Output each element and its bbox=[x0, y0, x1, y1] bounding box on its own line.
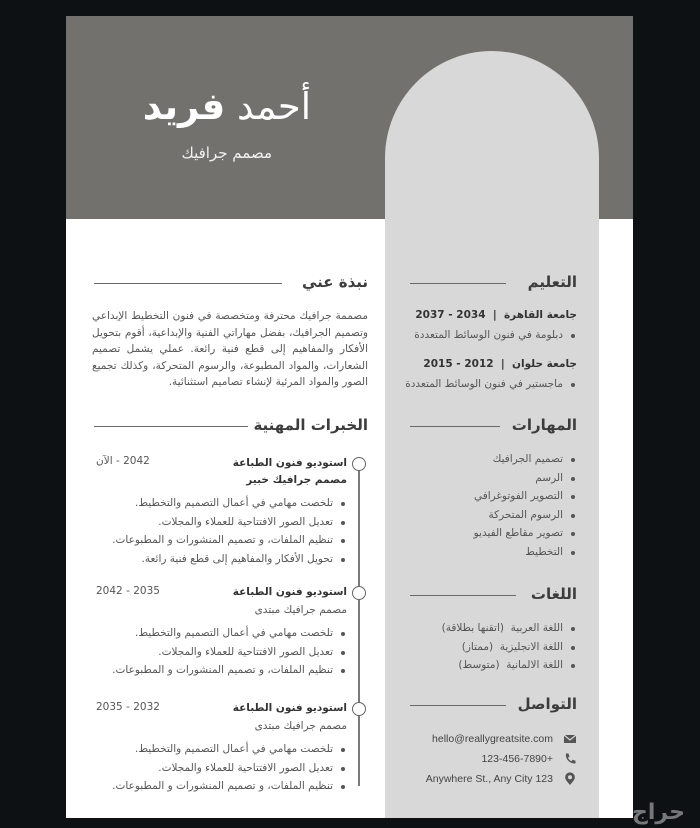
contact-address-row bbox=[426, 772, 577, 786]
languages-title: اللغات bbox=[530, 585, 577, 603]
job-bullet: تلخصت مهامي في أعمال التصميم والتخطيط. bbox=[112, 740, 333, 759]
job-title: مصمم جرافيك bbox=[181, 144, 272, 162]
job-1-company: استوديو فنون الطباعة bbox=[232, 457, 347, 469]
language-item bbox=[442, 638, 563, 657]
contact-address: 123 Anywhere St., Any City bbox=[425, 773, 553, 785]
language-level: (اتقنها بطلاقة) bbox=[441, 622, 504, 634]
job-bullet: تعديل الصور الافتتاحية للعملاء والمجلات. bbox=[112, 643, 333, 662]
job-bullet: تلخصت مهامي في أعمال التصميم والتخطيط. bbox=[112, 494, 333, 513]
languages-divider bbox=[410, 595, 516, 596]
school-name: جامعة حلوان bbox=[512, 358, 577, 370]
education-item-1-heading: جامعة القاهرة | 2034 - 2037 bbox=[415, 309, 577, 321]
contact-phone[interactable]: +123-456-7890 bbox=[481, 753, 553, 765]
language-level: (متوسط) bbox=[458, 659, 500, 671]
skill-item: تصميم الجرافيك bbox=[474, 450, 563, 469]
education-detail: ماجستير في فنون الوسائط المتعددة bbox=[405, 375, 563, 394]
job-1-role: مصمم جرافيك خبير bbox=[246, 474, 347, 486]
job-3-bullets bbox=[112, 740, 347, 796]
full-name bbox=[142, 85, 311, 128]
education-item-1-details bbox=[414, 326, 577, 345]
about-title: نبذة عني bbox=[301, 273, 368, 291]
job-2-bullets bbox=[112, 624, 347, 680]
language-item bbox=[442, 619, 563, 638]
education-detail: دبلومة في فنون الوسائط المتعددة bbox=[414, 326, 563, 345]
watermark-logo: حراج bbox=[632, 800, 685, 825]
job-1-dates: 2042 - الآن bbox=[96, 455, 150, 467]
timeline-line bbox=[358, 470, 360, 786]
skill-item: التصوير الفوتوغرافي bbox=[474, 487, 563, 506]
timeline-dot bbox=[352, 457, 366, 471]
about-divider bbox=[94, 283, 282, 284]
skill-item: التخطيط bbox=[474, 543, 563, 562]
job-3-company: استوديو فنون الطباعة bbox=[232, 702, 347, 714]
languages-list bbox=[442, 619, 577, 675]
resume-page bbox=[66, 16, 633, 818]
language-item bbox=[442, 656, 563, 675]
skill-item: الرسم bbox=[474, 469, 563, 488]
job-2-company: استوديو فنون الطباعة bbox=[232, 586, 347, 598]
skills-divider bbox=[410, 426, 500, 427]
phone-icon bbox=[563, 752, 577, 766]
job-bullet: تنظيم الملفات، و تصميم المنشورات و المطبوعات. bbox=[112, 777, 333, 796]
timeline-dot bbox=[352, 702, 366, 716]
job-bullet: تعديل الصور الافتتاحية للعملاء والمجلات. bbox=[112, 759, 333, 778]
education-divider bbox=[410, 283, 506, 284]
education-item-2-details bbox=[405, 375, 577, 394]
school-years: 2034 - 2037 bbox=[415, 309, 486, 321]
timeline-dot bbox=[352, 586, 366, 600]
first-name: أحمد bbox=[237, 85, 311, 128]
contact-title: التواصل bbox=[517, 695, 577, 713]
contact-divider bbox=[410, 705, 506, 706]
envelope-icon bbox=[563, 732, 577, 746]
job-bullet: تعديل الصور الافتتاحية للعملاء والمجلات. bbox=[112, 513, 333, 532]
experience-divider bbox=[94, 426, 248, 427]
job-bullet: تلخصت مهامي في أعمال التصميم والتخطيط. bbox=[112, 624, 333, 643]
job-bullet: تنظيم الملفات، و تصميم المنشورات و المطبوعات. bbox=[112, 531, 333, 550]
contact-email[interactable]: hello@reallygreatsite.com bbox=[432, 733, 553, 745]
school-years: 2012 - 2015 bbox=[423, 358, 494, 370]
job-2-role: مصمم جرافيك مبتدى bbox=[254, 604, 347, 616]
language-level: (ممتاز) bbox=[461, 640, 494, 653]
language-name: اللغة العربية bbox=[510, 622, 563, 634]
skill-item: الرسوم المتحركة bbox=[474, 506, 563, 525]
skill-item: تصوير مقاطع الفيديو bbox=[474, 524, 563, 543]
about-text: مصممة جرافيك محترفة ومتخصصة في فنون التخطيط الإبداعي وتصميم الجرافيك، بفضل مهاراتي الفنية والإبداعية، أقوم بتحويل الأفكار والمفاهيم إلى قطع فنية رائعة. عملي يشمل تصميم الشعارات، والمواد المطبوعة، والرسوم المتحركة، وكذلك تجميع الصور والمواد المرئية لإنشاء تصاميم استثنائية. bbox=[92, 310, 368, 388]
skills-title: المهارات bbox=[511, 416, 577, 434]
language-name: اللغة الالمانية bbox=[506, 659, 563, 671]
job-bullet: تحويل الأفكار والمفاهيم إلى قطع فنية رائعة. bbox=[112, 550, 333, 569]
language-name: اللغة الانجليزية bbox=[499, 640, 563, 653]
experience-title: الخبرات المهنية bbox=[253, 416, 368, 434]
job-3-dates: 2032 - 2035 bbox=[96, 701, 160, 713]
job-2-dates: 2035 - 2042 bbox=[96, 585, 160, 597]
contact-phone-row[interactable] bbox=[481, 752, 577, 766]
skills-list bbox=[474, 450, 577, 561]
education-item-2-heading: جامعة حلوان | 2012 - 2015 bbox=[423, 358, 577, 370]
job-1-bullets bbox=[112, 494, 347, 568]
location-pin-icon bbox=[563, 772, 577, 786]
school-name: جامعة القاهرة bbox=[503, 309, 577, 321]
last-name: فريد bbox=[142, 85, 226, 128]
job-bullet: تنظيم الملفات، و تصميم المنشورات و المطبوعات. bbox=[112, 661, 333, 680]
job-3-role: مصمم جرافيك مبتدى bbox=[254, 720, 347, 732]
education-title: التعليم bbox=[527, 273, 577, 291]
contact-email-row[interactable] bbox=[432, 732, 577, 746]
